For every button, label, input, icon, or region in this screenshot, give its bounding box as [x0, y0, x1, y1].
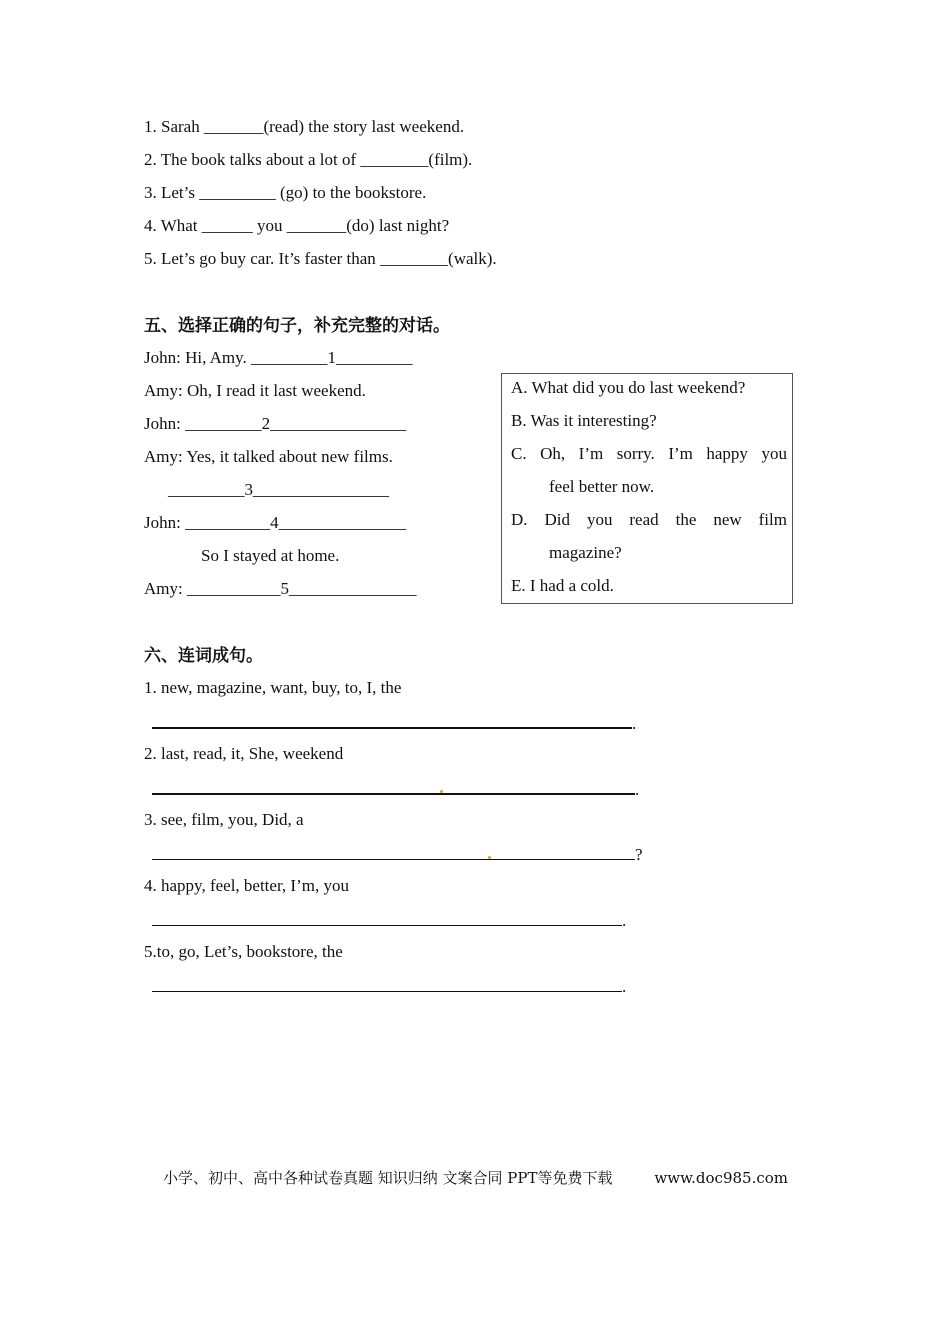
- dialogue-line-7: So I stayed at home.: [201, 546, 340, 565]
- options-box: [501, 373, 793, 604]
- reorder-prompt-5: 5.to, go, Let’s, bookstore, the: [144, 942, 343, 961]
- fill-in-item-1: 1. Sarah _______(read) the story last weekend.: [144, 117, 465, 136]
- reorder-prompt-2: 2. last, read, it, She, weekend: [144, 744, 344, 763]
- reorder-prompt-1: 1. new, magazine, want, buy, to, I, the: [144, 678, 402, 697]
- option-c-continued: feel better now.: [549, 477, 655, 496]
- stray-mark: [440, 790, 443, 793]
- answer-line-1[interactable]: .: [152, 711, 636, 735]
- dialogue-line-5: _________3________________: [168, 480, 389, 499]
- dialogue-line-6: John: __________4_______________: [144, 513, 407, 532]
- option-d-continued: magazine?: [549, 543, 622, 562]
- answer-line-2[interactable]: .: [152, 777, 639, 801]
- dialogue-line-3: John: _________2________________: [144, 414, 407, 433]
- dialogue-line-2: Amy: Oh, I read it last weekend.: [144, 381, 366, 400]
- answer-line-4[interactable]: .: [152, 909, 626, 932]
- option-a: A. What did you do last weekend?: [511, 378, 746, 397]
- stray-mark: [488, 856, 491, 859]
- footer-text: 小学、初中、高中各种试卷真题 知识归纳 文案合同 PPT等免费下载: [163, 1169, 613, 1187]
- section-6-title: 六、连词成句。: [144, 646, 263, 666]
- option-b: B. Was it interesting?: [511, 411, 657, 430]
- answer-line-5[interactable]: .: [152, 975, 626, 998]
- option-d: D. Did you read the new film: [511, 510, 787, 529]
- reorder-prompt-3: 3. see, film, you, Did, a: [144, 810, 304, 829]
- answer-line-3[interactable]: ?: [152, 843, 643, 866]
- footer-url[interactable]: www.doc985.com: [654, 1169, 788, 1187]
- page-footer: [163, 1168, 788, 1188]
- section-5-title: 五、选择正确的句子，补充完整的对话。: [144, 316, 450, 336]
- fill-in-item-5: 5. Let’s go buy car. It’s faster than ________(walk).: [144, 249, 497, 268]
- dialogue-line-4: Amy: Yes, it talked about new films.: [144, 447, 393, 466]
- dialogue-line-8: Amy: ___________5_______________: [144, 579, 417, 598]
- reorder-prompt-4: 4. happy, feel, better, I’m, you: [144, 876, 349, 895]
- fill-in-item-4: 4. What ______ you _______(do) last night?: [144, 216, 450, 235]
- option-e: E. I had a cold.: [511, 576, 614, 595]
- fill-in-item-3: 3. Let’s _________ (go) to the bookstore.: [144, 183, 427, 202]
- dialogue-line-1: John: Hi, Amy. _________1_________: [144, 348, 413, 367]
- option-c: C. Oh, I’m sorry. I’m happy you: [511, 444, 787, 463]
- fill-in-item-2: 2. The book talks about a lot of ________(film).: [144, 150, 473, 169]
